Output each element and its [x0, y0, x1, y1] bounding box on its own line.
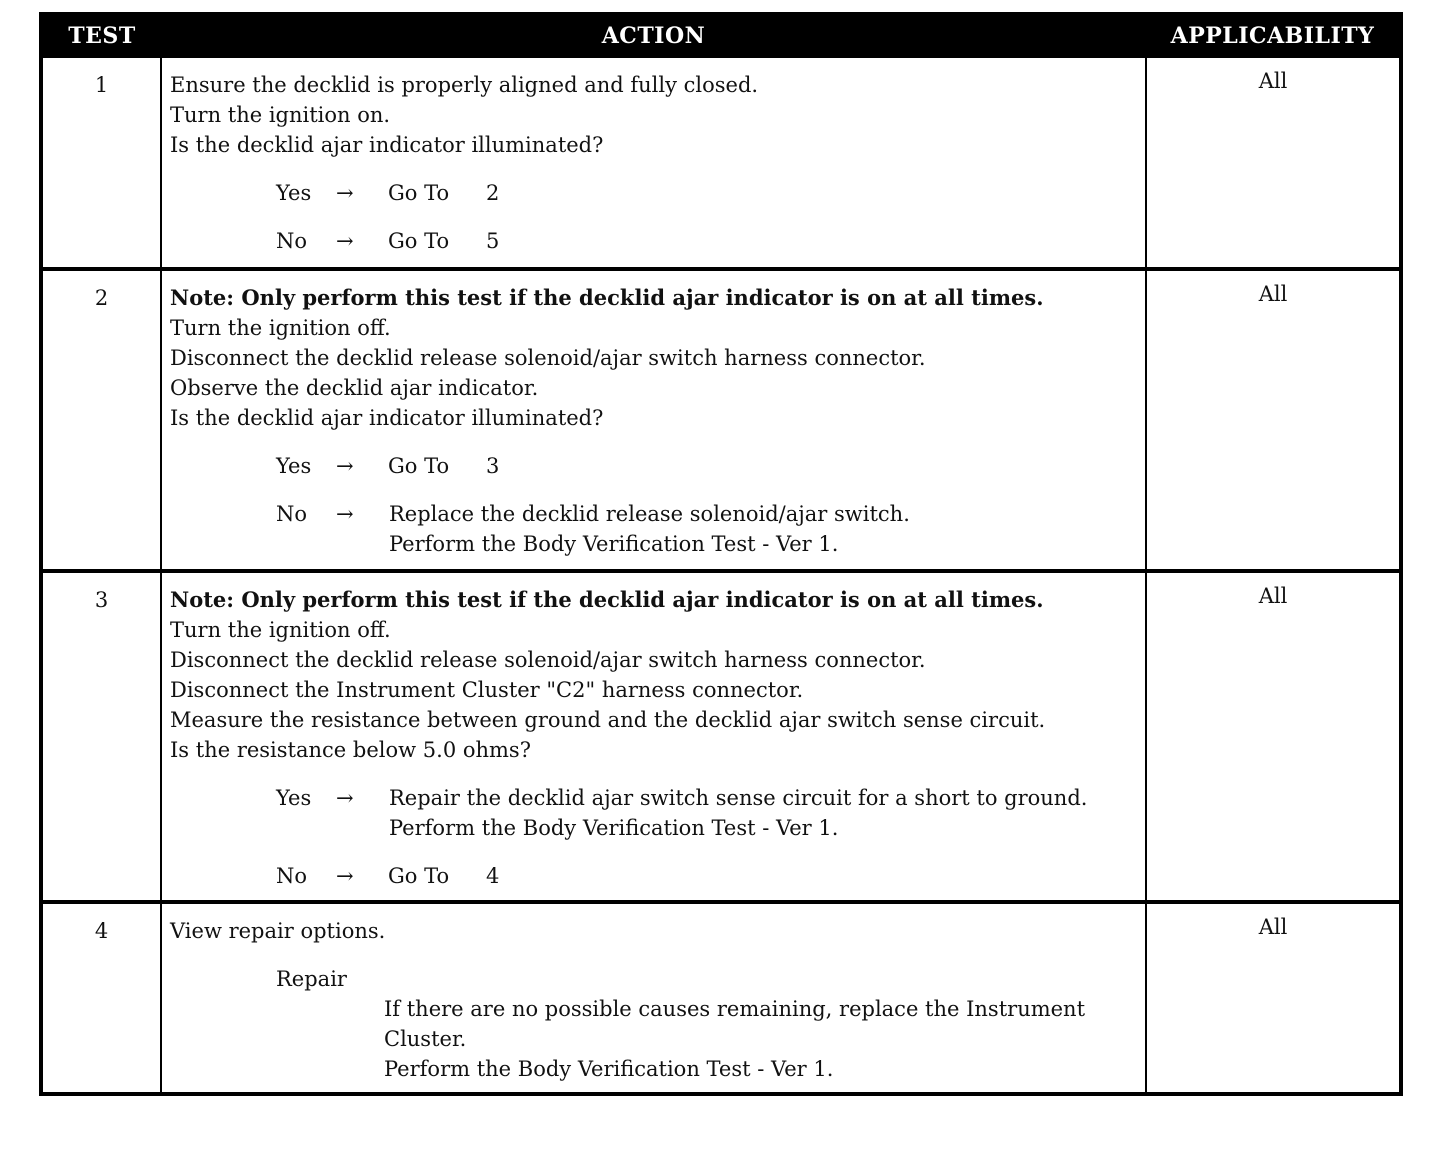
test-applicability: All: [1146, 571, 1401, 902]
diagnostic-test-table: [39, 12, 1403, 1096]
header-applicability: APPLICABILITY: [1146, 14, 1401, 57]
test-applicability: All: [1146, 57, 1401, 269]
test-row-2: [41, 269, 1401, 571]
repair-label: Repair: [276, 967, 347, 991]
test-number: 4: [41, 902, 161, 1094]
goto-label: Go To: [388, 454, 450, 478]
test-number: 3: [41, 571, 161, 902]
repair-line: Perform the Body Verification Test - Ver 1.: [384, 1057, 834, 1081]
note-text: Note: Only perform this test if the decklid ajar indicator is on at all times.: [170, 587, 1044, 612]
no-label: No: [276, 502, 308, 526]
note-text: Note: Only perform this test if the decklid ajar indicator is on at all times.: [170, 285, 1044, 310]
arrow-icon: →: [336, 864, 354, 888]
test-row-3: [41, 571, 1401, 902]
test-row-4: [41, 902, 1401, 1094]
action-line: Ensure the decklid is properly aligned and fully closed.: [170, 73, 759, 97]
test-number: 1: [41, 57, 161, 269]
test-action: [161, 57, 1146, 269]
goto-target: 4: [486, 864, 500, 888]
no-result: [389, 499, 910, 559]
yes-option: [276, 178, 1139, 208]
action-line: Disconnect the Instrument Cluster "C2" harness connector.: [170, 678, 804, 702]
action-line: Measure the resistance between ground and the decklid ajar switch sense circuit.: [170, 708, 1046, 732]
goto-target: 2: [486, 181, 500, 205]
result-line: Perform the Body Verification Test - Ver 1.: [389, 532, 839, 556]
goto-label: Go To: [388, 181, 450, 205]
yes-label: Yes: [276, 786, 312, 810]
yes-option: [276, 451, 1139, 481]
test-action: [161, 571, 1146, 902]
action-line: Disconnect the decklid release solenoid/ajar switch harness connector.: [170, 346, 926, 370]
action-line: Turn the ignition on.: [170, 103, 391, 127]
repair-options: [384, 994, 1139, 1084]
action-line: Turn the ignition off.: [170, 316, 391, 340]
yes-label: Yes: [276, 181, 312, 205]
result-line: Perform the Body Verification Test - Ver 1.: [389, 816, 839, 840]
arrow-icon: →: [336, 229, 354, 253]
test-applicability: All: [1146, 902, 1401, 1094]
result-line: Replace the decklid release solenoid/ajar switch.: [389, 502, 910, 526]
header-row: [41, 14, 1401, 57]
arrow-icon: →: [336, 502, 354, 526]
action-line: Disconnect the decklid release solenoid/ajar switch harness connector.: [170, 648, 926, 672]
no-label: No: [276, 864, 308, 888]
action-line: Is the decklid ajar indicator illuminated?: [170, 406, 604, 430]
no-option: [276, 226, 1139, 256]
goto-label: Go To: [388, 864, 450, 888]
action-line: View repair options.: [170, 919, 386, 943]
yes-option: [276, 783, 1139, 843]
no-label: No: [276, 229, 308, 253]
repair-line: If there are no possible causes remaining, replace the Instrument Cluster.: [384, 997, 1086, 1051]
arrow-icon: →: [336, 181, 354, 205]
result-line: Repair the decklid ajar switch sense circuit for a short to ground.: [389, 786, 1088, 810]
arrow-icon: →: [336, 454, 354, 478]
yes-result: [389, 783, 1087, 843]
test-action: [161, 902, 1146, 1094]
test-row-1: [41, 57, 1401, 269]
header-action: ACTION: [161, 14, 1146, 57]
action-line: Is the decklid ajar indicator illuminated?: [170, 133, 604, 157]
action-line: Is the resistance below 5.0 ohms?: [170, 738, 531, 762]
test-action: [161, 269, 1146, 571]
no-option: [276, 861, 1139, 891]
action-line: Turn the ignition off.: [170, 618, 391, 642]
goto-target: 3: [486, 454, 500, 478]
goto-label: Go To: [388, 229, 450, 253]
header-test: TEST: [41, 14, 161, 57]
goto-target: 5: [486, 229, 500, 253]
test-applicability: All: [1146, 269, 1401, 571]
yes-label: Yes: [276, 454, 312, 478]
test-number: 2: [41, 269, 161, 571]
arrow-icon: →: [336, 786, 354, 810]
no-option: [276, 499, 1139, 559]
action-line: Observe the decklid ajar indicator.: [170, 376, 539, 400]
